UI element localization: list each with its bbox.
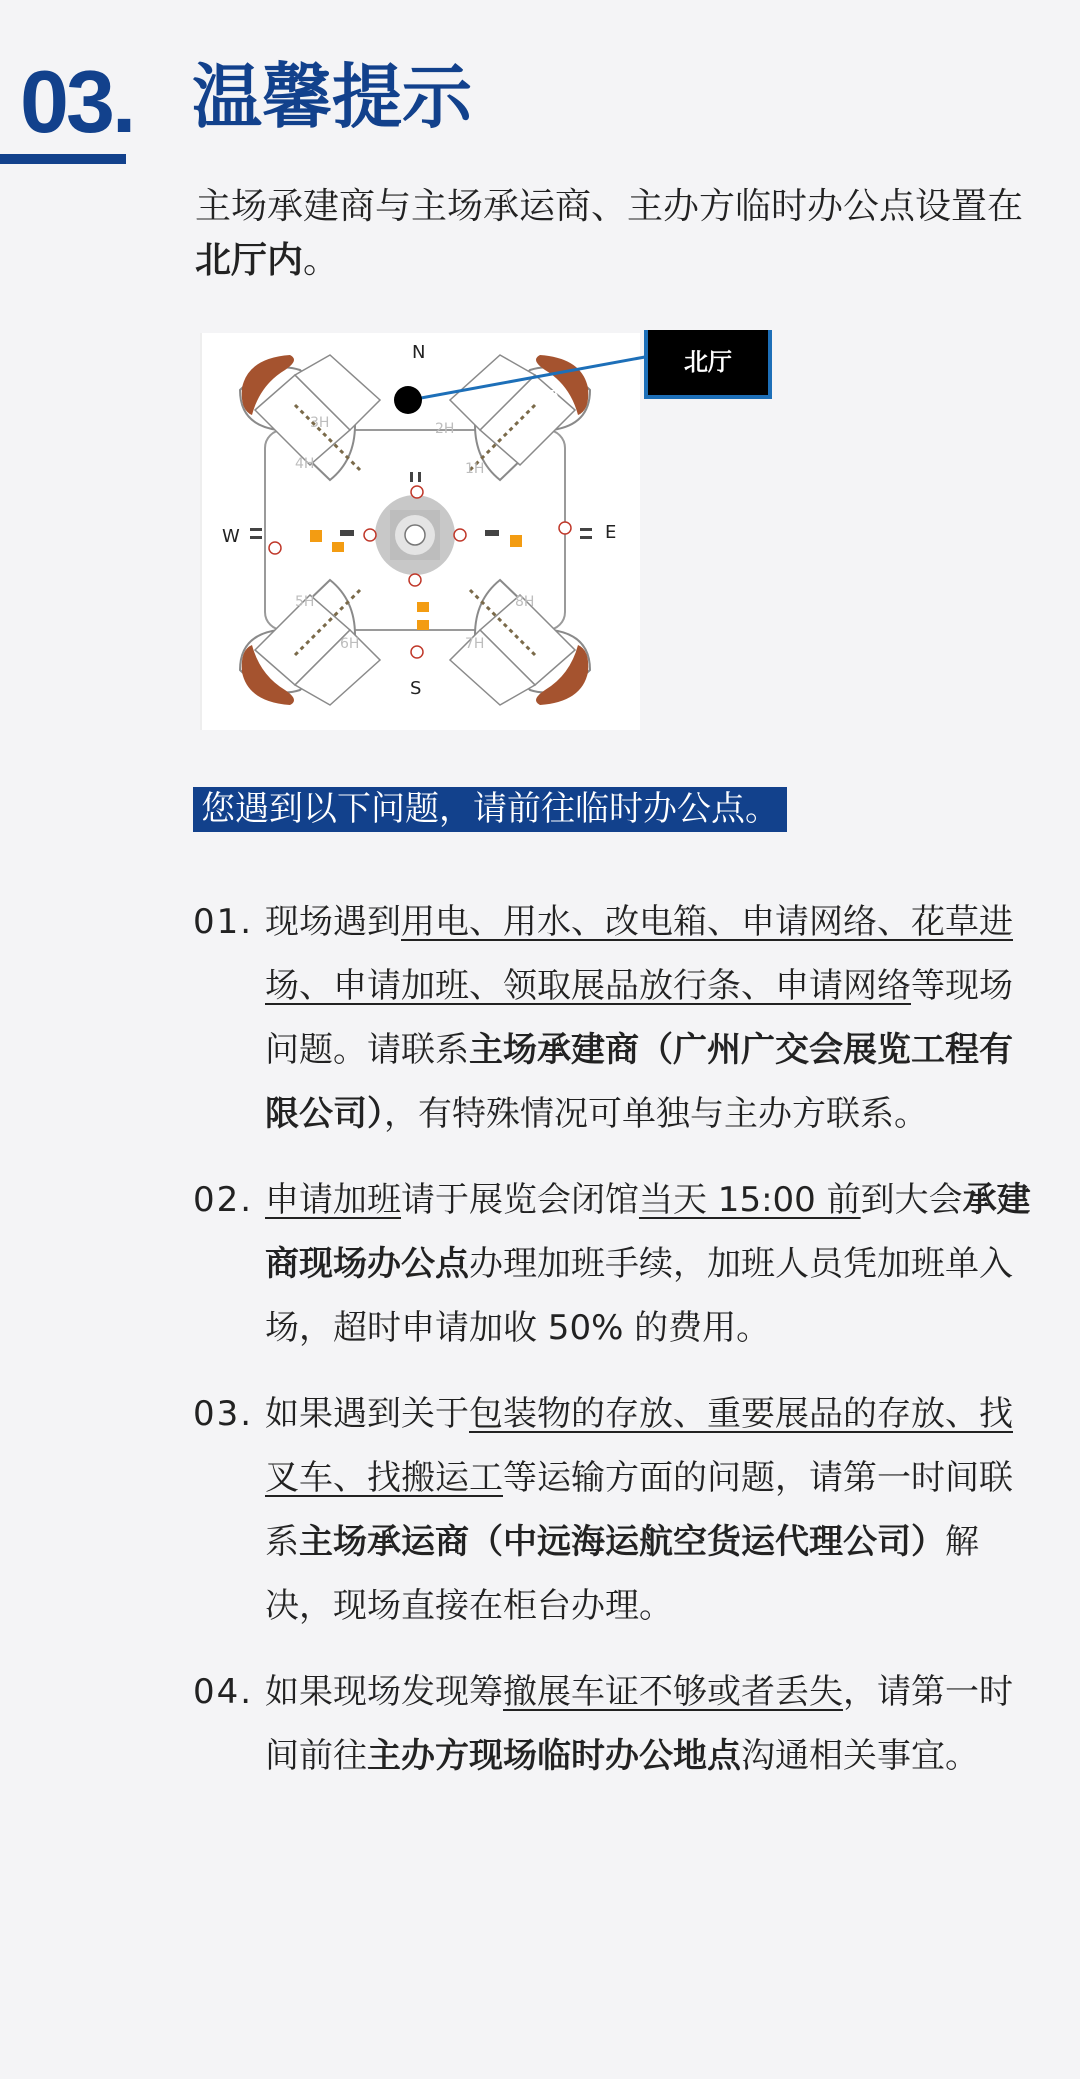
notice-banner: 您遇到以下问题，请前往临时办公点。 — [193, 787, 787, 832]
item-text: 请于展览会闭馆 — [401, 1180, 639, 1220]
item-text: 现场遇到 — [265, 902, 401, 942]
item-text: 办理加班手续，加班人员凭加班单入场，超时申请加收 50% 的费用。 — [265, 1244, 1013, 1348]
item-text: 等运输方面的问题，请第一时间联系 — [265, 1458, 1013, 1562]
item-underlined: 用电、用水、改电箱、申请网络、花草进场、申请加班、领取展品放行条、申请网络 — [265, 902, 1013, 1006]
item-underlined: 包装物的存放、重要展品的存放、找叉车、找搬运工 — [265, 1394, 1013, 1498]
central-hub — [375, 495, 455, 575]
item-text: 如果现场发现筹 — [265, 1672, 503, 1712]
item-bold: 主办方现场临时办公地点 — [367, 1736, 741, 1776]
north-hall-marker — [394, 386, 422, 414]
item-text: 解决，现场直接在柜台办理。 — [265, 1522, 979, 1626]
item-text: 到大会 — [860, 1180, 963, 1220]
hall-label-8h: 8H — [515, 594, 535, 610]
compass-w: W — [222, 526, 240, 547]
list-item-04 — [193, 1660, 1033, 1788]
hall-label-2h: 2H — [435, 421, 455, 437]
item-text: ，有特殊情况可单独与主办方联系。 — [384, 1094, 928, 1134]
problem-list — [193, 890, 1033, 1810]
item-text: ，请第一时间前往 — [265, 1672, 1013, 1776]
compass-n: N — [412, 342, 426, 363]
section-number-underline — [0, 154, 126, 164]
section-number: 03. — [20, 52, 134, 151]
north-hall-callout-label: 北厅 — [684, 348, 732, 376]
hall-label-7h: 7H — [465, 636, 485, 652]
item-text: 沟通相关事宜。 — [741, 1736, 979, 1776]
intro-bold: 北厅内 — [195, 240, 304, 281]
hall-label-3h: 3H — [310, 415, 330, 431]
hall-label-5h: 5H — [295, 594, 315, 610]
corner-label-b: B — [550, 388, 559, 401]
item-number: 02. — [193, 1180, 254, 1220]
list-item-03 — [193, 1382, 1033, 1638]
item-text: 等现场问题。请联系 — [265, 966, 1013, 1070]
corner-label-a: A — [280, 388, 289, 401]
hall-label-4h: 4H — [295, 456, 315, 472]
item-underlined: 当天 15:00 前 — [639, 1180, 861, 1220]
list-item-02 — [193, 1168, 1033, 1360]
item-number: 04. — [193, 1672, 254, 1712]
item-text: 如果遇到关于 — [265, 1394, 469, 1434]
compass-e: E — [605, 522, 617, 543]
hall-label-1h: 1H — [465, 461, 485, 477]
intro-paragraph — [195, 180, 1045, 288]
intro-text-end: 。 — [303, 240, 340, 281]
item-bold: 承建商现场办公点 — [265, 1180, 1031, 1284]
item-number: 01. — [193, 902, 254, 942]
item-bold: 主场承运商（中远海运航空货运代理公司） — [299, 1522, 945, 1562]
hall-label-6h: 6H — [340, 636, 360, 652]
compass-s: S — [410, 678, 422, 699]
section-title: 温馨提示 — [192, 56, 472, 138]
venue-map — [200, 330, 775, 730]
intro-text: 主场承建商与主场承运商、主办方临时办公点设置在 — [195, 186, 1024, 227]
item-underlined: 撤展车证不够或者丢失 — [503, 1672, 843, 1712]
item-underlined: 申请加班 — [265, 1180, 401, 1220]
list-item-01 — [193, 890, 1033, 1146]
item-bold: 主场承建商（广州广交会展览工程有限公司） — [265, 1030, 1013, 1134]
item-number: 03. — [193, 1394, 254, 1434]
corner-label-c: C — [550, 670, 559, 683]
